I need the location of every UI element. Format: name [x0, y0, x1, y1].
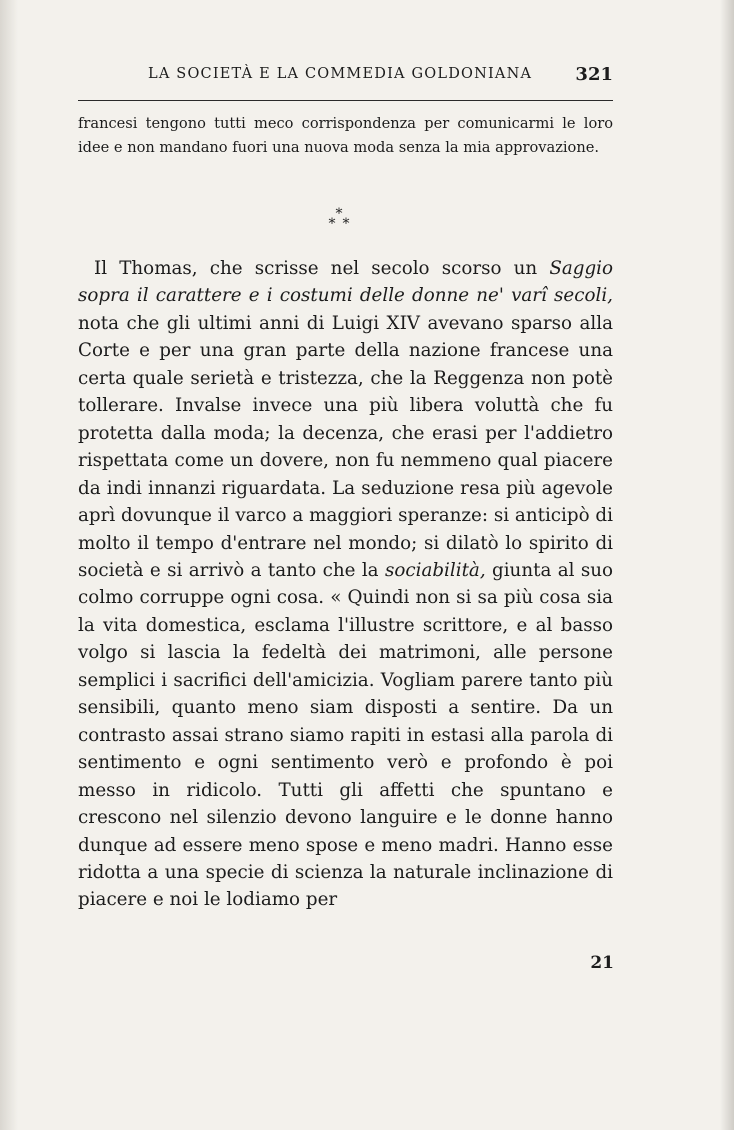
page-edge-right: [720, 0, 734, 1130]
running-title: LA SOCIETÀ E LA COMMEDIA GOLDONIANA: [148, 66, 533, 82]
header-rule: [78, 100, 613, 101]
svg-text:*: *: [335, 206, 343, 222]
paragraph-segment-1: Il Thomas, che scrisse nel secolo scorso un: [94, 258, 550, 279]
footnote-continuation: francesi tengono tutti meco corrispondenza per comunicarmi le loro idee e non mandano fuori una nuova moda senza la mia approvazione.: [78, 115, 613, 156]
page-edge-left: [0, 0, 18, 1130]
page-number: 321: [575, 64, 613, 85]
paragraph-text: [78, 255, 613, 914]
italic-title: Saggio sopra il carattere e i costumi delle donne ne' varî secoli,: [78, 258, 613, 307]
svg-text:*: *: [328, 216, 336, 228]
svg-text:*: *: [342, 216, 350, 228]
italic-term: sociabilità,: [384, 559, 486, 581]
running-head: [78, 66, 613, 96]
paragraph-segment-3: giunta al suo colmo corruppe ogni cosa. « Quindi non si sa più cosa sia la vita domestica, esclama l'illustre scrittore, e al basso volgo si lascia la fedeltà dei matrimoni, alle persone semplici i sacrifici dell'amicizia. Vogliam parere tanto più sensibili, quanto meno siam disposti a sentire. Da un contrasto assai strano siamo rapiti in estasi alla parola di sentimento e ogni sentimento verò e profondo è poi messo in ridicolo. Tutti gli affetti che spuntano e crescono nel silenzio devono languire e le donne hanno dunque ad essere meno spose e meno madri. Hanno esse ridotta a una specie di scienza la naturale inclinazione di piacere e noi le lodiamo per: [78, 559, 614, 911]
paragraph-segment-2: nota che gli ultimi anni di Luigi XIV avevano sparso alla Corte e per una gran parte della nazione francese una certa quale serietà e tristezza, che la Reggenza non potè tollerare. Invalse invece una più libera voluttà che fu protetta dalla moda; la decenza, che erasi per l'addietro rispettata come un dovere, non fu nemmeno qual piacere da indi innanzi riguardata. La seduzione resa più agevole aprì dovunque il varco a maggiori speranze: si anticipò di molto il tempo d'entrare nel mondo; si dilatò lo spirito di società e si arrivò a tanto che la: [78, 312, 613, 581]
asterism-ornament: [322, 204, 356, 228]
main-paragraph: [78, 255, 613, 914]
signature-mark: 21: [590, 953, 614, 973]
